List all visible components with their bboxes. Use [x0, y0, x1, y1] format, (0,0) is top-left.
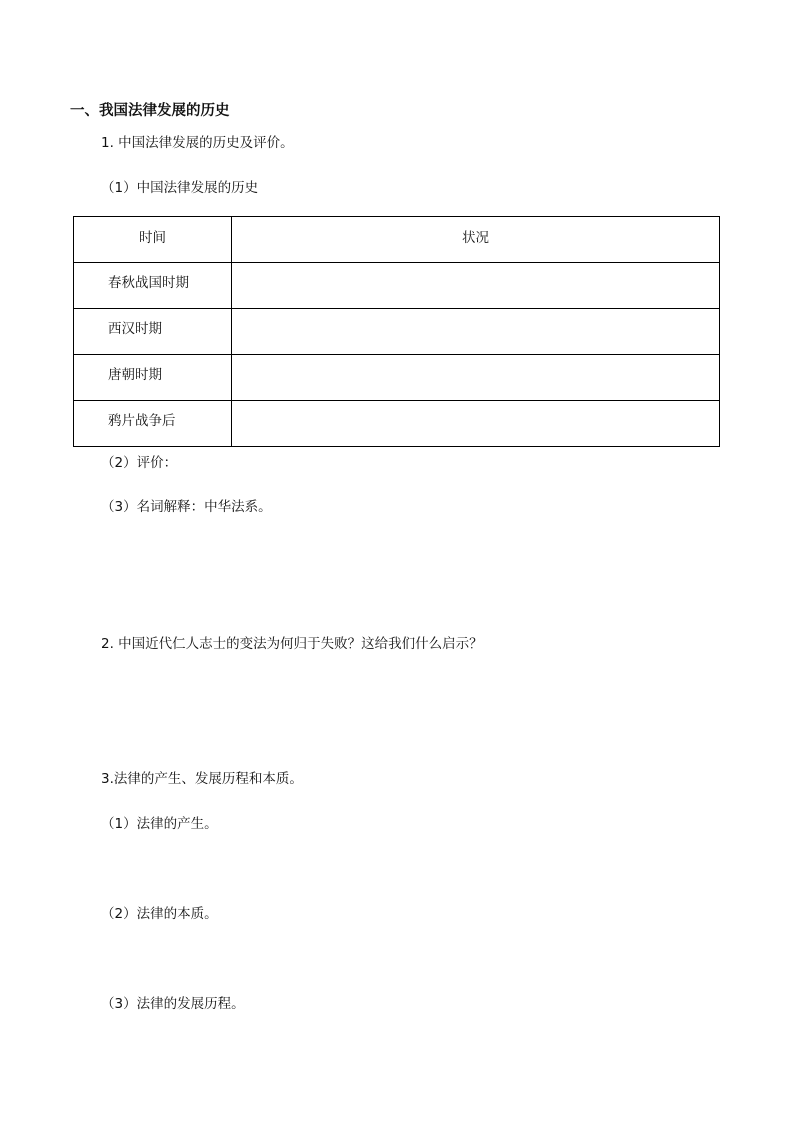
question-1-sub-1: （1）中国法律发展的历史 — [101, 180, 259, 196]
status-cell — [232, 309, 720, 355]
table-row — [74, 263, 720, 309]
history-table — [73, 216, 720, 447]
question-3-sub-2: （2）法律的本质。 — [101, 906, 218, 922]
table-header-row — [74, 217, 720, 263]
question-3-sub-3: （3）法律的发展历程。 — [101, 996, 245, 1012]
table-row — [74, 309, 720, 355]
section-heading: 一、我国法律发展的历史 — [70, 103, 230, 119]
question-1-sub-2: （2）评价： — [101, 455, 178, 471]
period-cell: 春秋战国时期 — [74, 263, 232, 309]
period-cell: 西汉时期 — [74, 309, 232, 355]
question-1-title: 1. 中国法律发展的历史及评价。 — [101, 135, 294, 151]
table-row — [74, 355, 720, 401]
question-2-title: 2. 中国近代仁人志士的变法为何归于失败？这给我们什么启示？ — [101, 636, 483, 652]
header-time: 时间 — [74, 217, 232, 263]
status-cell — [232, 401, 720, 447]
question-3-title: 3.法律的产生、发展历程和本质。 — [101, 771, 303, 787]
table-row — [74, 401, 720, 447]
period-cell: 鸦片战争后 — [74, 401, 232, 447]
status-cell — [232, 355, 720, 401]
question-1-sub-3: （3）名词解释：中华法系。 — [101, 499, 272, 515]
question-3-sub-1: （1）法律的产生。 — [101, 816, 218, 832]
period-cell: 唐朝时期 — [74, 355, 232, 401]
status-cell — [232, 263, 720, 309]
header-status: 状况 — [232, 217, 720, 263]
